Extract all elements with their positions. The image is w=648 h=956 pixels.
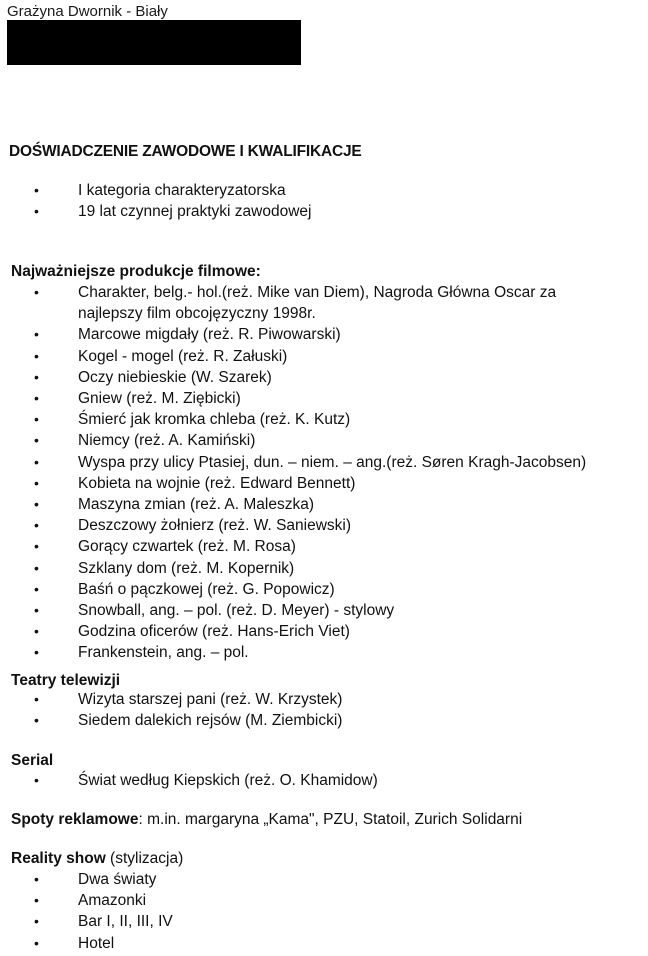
- list-item: • Amazonki: [0, 890, 173, 911]
- experience-list: [0, 180, 311, 222]
- redaction-bar: [7, 20, 301, 65]
- bullet-icon: •: [34, 390, 39, 407]
- bullet-icon: •: [34, 368, 39, 385]
- bullet-icon: •: [34, 474, 39, 491]
- bullet-icon: •: [34, 284, 39, 300]
- bullet-icon: •: [34, 623, 39, 640]
- list-item: • Szklany dom (reż. M. Kopernik): [0, 558, 586, 579]
- list-item: • Frankenstein, ang. – pol.: [0, 642, 586, 663]
- bullet-icon: •: [34, 712, 39, 729]
- reality-list: [0, 869, 173, 954]
- list-item: • Gorący czwartek (reż. M. Rosa): [0, 536, 586, 557]
- bullet-icon: •: [34, 871, 39, 887]
- list-item: • Kogel - mogel (reż. R. Załuski): [0, 346, 586, 367]
- list-item: • Dwa światy: [0, 869, 173, 890]
- reality-heading: Reality show (stylizacja): [11, 850, 184, 867]
- bullet-icon: •: [34, 203, 39, 220]
- tv-heading: Teatry telewizji: [11, 672, 121, 689]
- list-item: • Śmierć jak kromka chleba (reż. K. Kutz): [0, 409, 586, 430]
- bullet-icon: •: [34, 326, 39, 343]
- list-item: • Siedem dalekich rejsów (M. Ziembicki): [0, 710, 342, 731]
- bullet-icon: •: [34, 517, 39, 534]
- list-item: • Kobieta na wojnie (reż. Edward Bennett): [0, 473, 586, 494]
- bullet-icon: •: [34, 453, 39, 470]
- list-item: • Marcowe migdały (reż. R. Piwowarski): [0, 324, 586, 345]
- list-item: • Hotel: [0, 933, 173, 954]
- films-heading: Najważniejsze produkcje filmowe:: [11, 263, 261, 280]
- bullet-icon: •: [34, 538, 39, 555]
- serial-list: [0, 770, 378, 791]
- list-item: • Niemcy (reż. A. Kamiński): [0, 430, 586, 451]
- list-item: • 19 lat czynnej praktyki zawodowej: [0, 201, 311, 222]
- bullet-icon: •: [34, 496, 39, 513]
- bullet-icon: •: [34, 580, 39, 597]
- bullet-icon: •: [34, 691, 39, 707]
- list-item: • I kategoria charakteryzatorska: [0, 180, 311, 201]
- list-item: • Maszyna zmian (reż. A. Maleszka): [0, 494, 586, 515]
- list-item: • Snowball, ang. – pol. (reż. D. Meyer) - stylowy: [0, 600, 586, 621]
- section-title-experience: DOŚWIADCZENIE ZAWODOWE I KWALIFIKACJE: [9, 143, 362, 160]
- bullet-icon: •: [34, 411, 39, 428]
- bullet-icon: •: [34, 182, 39, 198]
- serial-heading: Serial: [11, 752, 54, 769]
- list-item: • Gniew (reż. M. Ziębicki): [0, 388, 586, 409]
- list-item: • Bar I, II, III, IV: [0, 911, 173, 932]
- bullet-icon: •: [34, 772, 39, 788]
- list-item: • Wyspa przy ulicy Ptasiej, dun. – niem. – ang.(reż. Søren Kragh-Jacobsen): [0, 452, 586, 473]
- films-list: [0, 282, 586, 664]
- list-item: • Baśń o pączkowej (reż. G. Popowicz): [0, 579, 586, 600]
- ads-line: Spoty reklamowe: m.in. margaryna „Kama", PZU, Statoil, Zurich Solidarni: [11, 811, 523, 828]
- list-item: • Wizyta starszej pani (reż. W. Krzystek): [0, 689, 342, 710]
- bullet-icon: •: [34, 432, 39, 449]
- list-item: • Oczy niebieskie (W. Szarek): [0, 367, 586, 388]
- bullet-icon: •: [34, 644, 39, 661]
- bullet-icon: •: [34, 913, 39, 930]
- author-name: Grażyna Dwornik - Biały: [7, 3, 168, 20]
- bullet-icon: •: [34, 892, 39, 909]
- list-item: • Godzina oficerów (reż. Hans-Erich Viet): [0, 621, 586, 642]
- bullet-icon: •: [34, 559, 39, 576]
- list-item: • Świat według Kiepskich (reż. O. Khamidow): [0, 770, 378, 791]
- tv-list: [0, 689, 342, 731]
- bullet-icon: •: [34, 347, 39, 364]
- bullet-icon: •: [34, 934, 39, 951]
- list-item: • Charakter, belg.- hol.(reż. Mike van Diem), Nagroda Główna Oscar za najlepszy film obcojęzyczny 1998r.: [34, 284, 557, 323]
- bullet-icon: •: [34, 602, 39, 619]
- list-item: • Deszczowy żołnierz (reż. W. Saniewski): [0, 515, 586, 536]
